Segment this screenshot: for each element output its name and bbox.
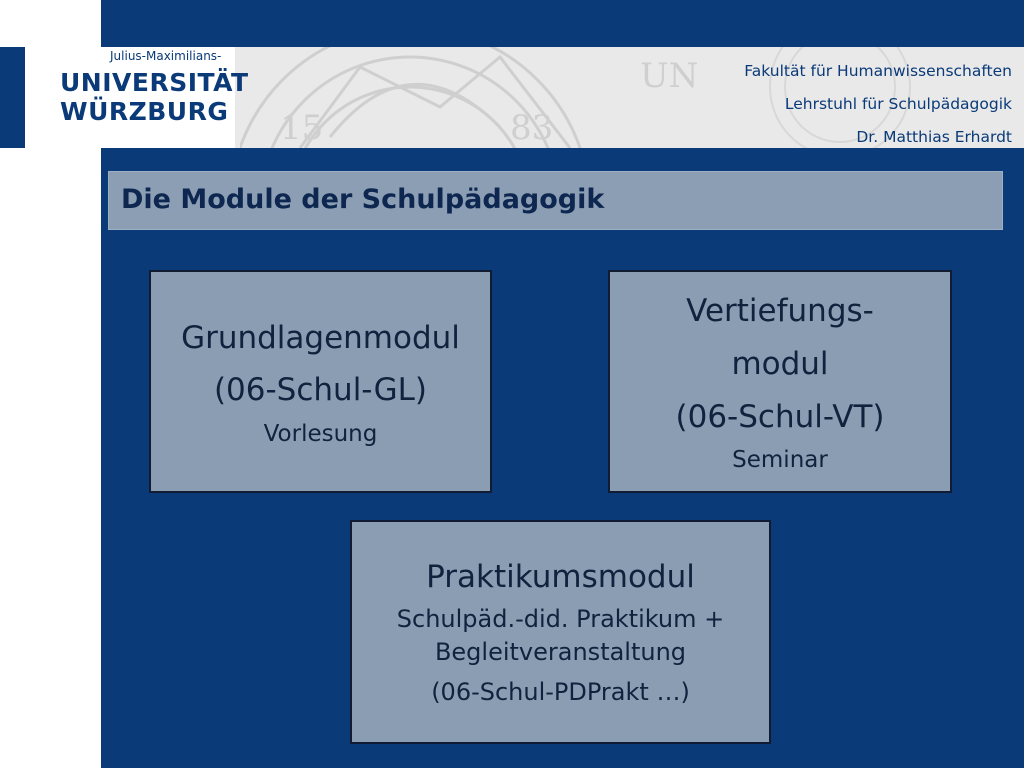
module-desc-line1: Schulpäd.-did. Praktikum + xyxy=(396,604,725,633)
chair-label: Lehrstuhl für Schulpädagogik xyxy=(784,95,1012,113)
presenter-name: Dr. Matthias Erhardt xyxy=(856,128,1012,146)
logo-accent-bar xyxy=(0,47,25,148)
logo-line-wuerzburg: WÜRZBURG xyxy=(60,97,229,126)
module-box-praktikum xyxy=(350,520,771,744)
module-code: (06-Schul-VT) xyxy=(675,398,885,435)
faculty-label: Fakultät für Humanwissenschaften xyxy=(744,62,1012,80)
module-format: Seminar xyxy=(732,447,828,474)
module-box-vertiefung xyxy=(608,270,952,493)
logo-line-universitaet: UNIVERSITÄT xyxy=(60,68,249,97)
module-desc-line2: Begleitveranstaltung xyxy=(434,638,687,667)
seal-year-part-2: 83 xyxy=(510,108,554,148)
seal-year-part-1: 15 xyxy=(280,108,324,148)
module-format: Vorlesung xyxy=(263,420,378,447)
module-name: Praktikumsmodul xyxy=(426,559,695,596)
logo-subtitle: Julius-Maximilians- xyxy=(110,49,222,63)
seal-letters: UN xyxy=(640,56,699,96)
module-name-line2: modul xyxy=(731,345,829,382)
module-box-grundlagen xyxy=(149,270,492,493)
module-name-line1: Vertiefungs- xyxy=(686,293,874,330)
slide-title-bar xyxy=(108,171,1003,230)
slide-title: Die Module der Schulpädagogik xyxy=(121,184,605,215)
module-code: (06-Schul-GL) xyxy=(213,372,428,409)
module-code: (06-Schul-PDPrakt …) xyxy=(431,678,690,707)
module-name: Grundlagenmodul xyxy=(181,319,460,356)
